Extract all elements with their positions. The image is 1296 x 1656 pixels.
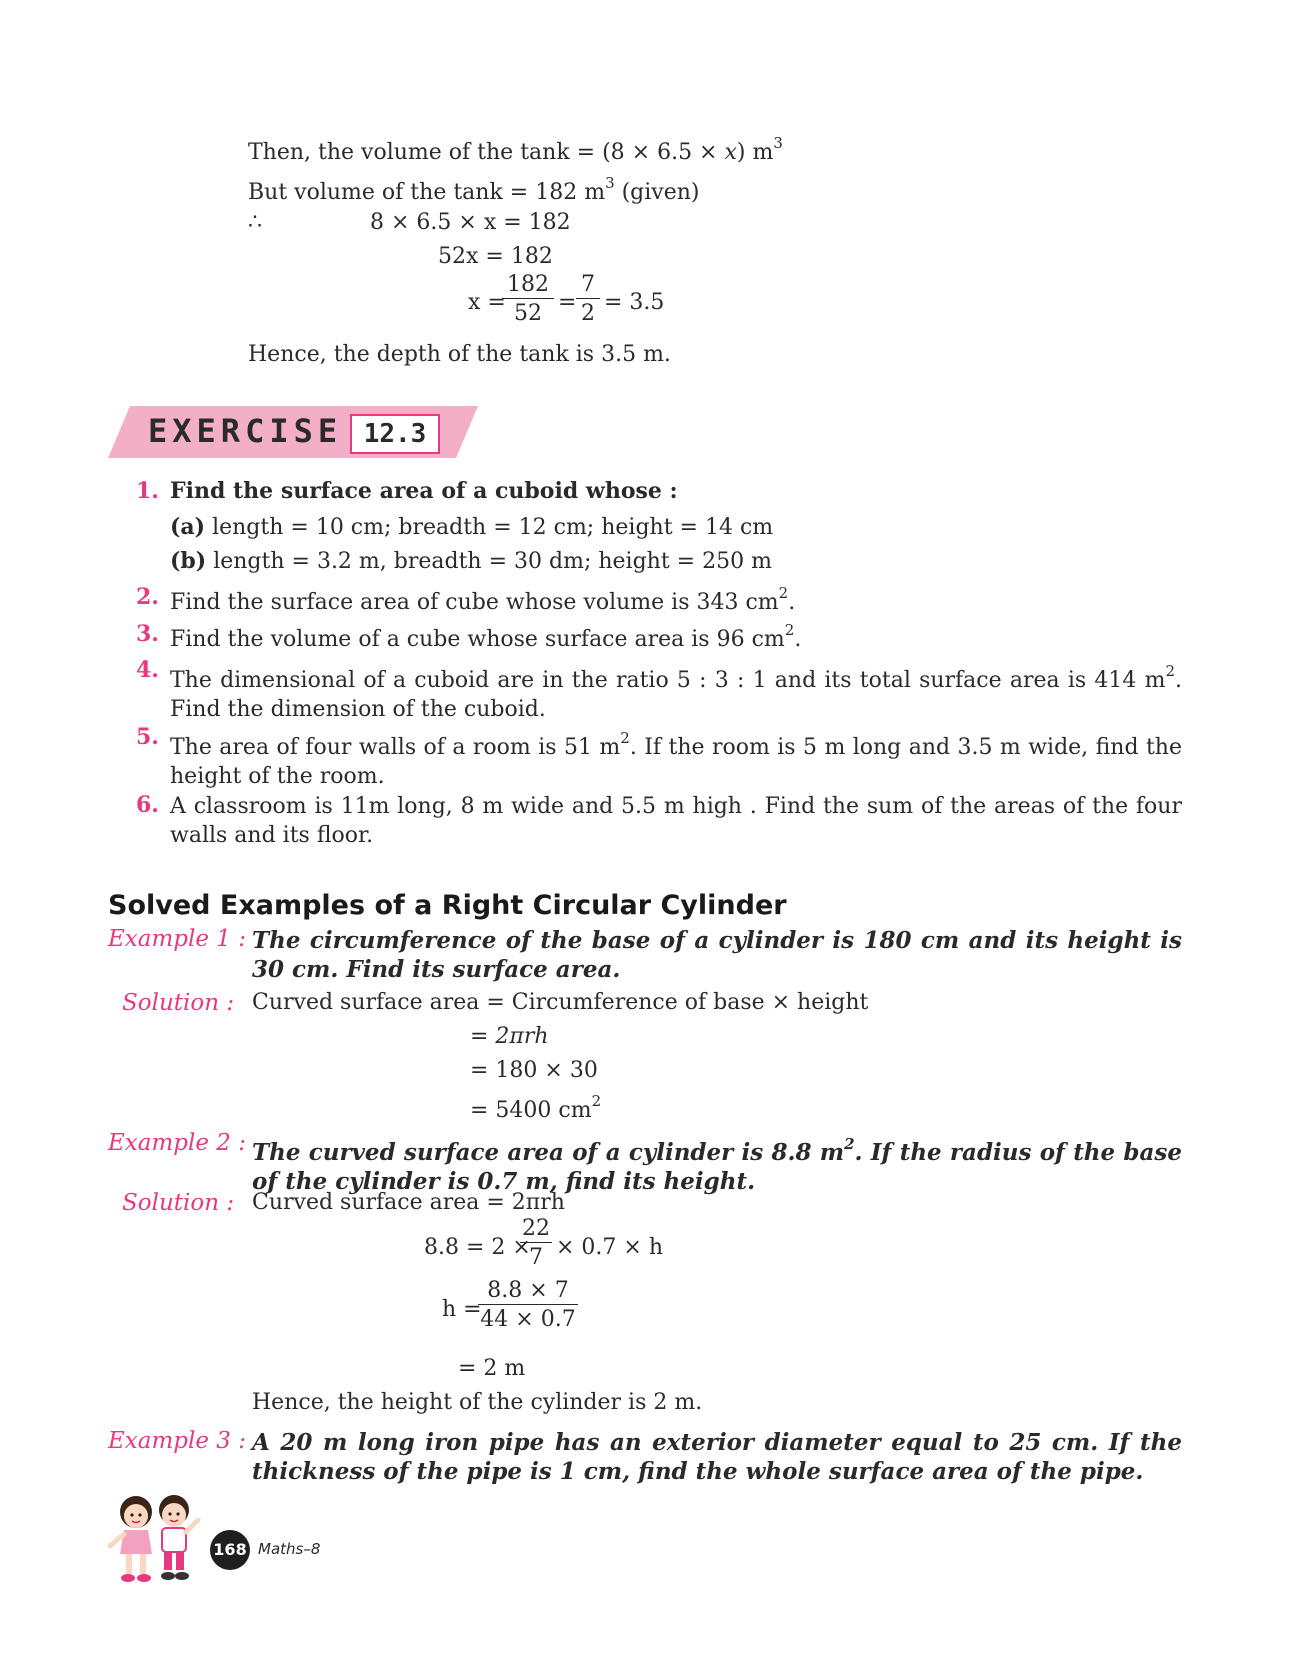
question-5-sup: 2 (620, 729, 630, 747)
question-3-sup: 2 (784, 621, 795, 639)
volume-line-sup: 3 (773, 134, 783, 152)
ex1-step-4-text: = 5400 cm (470, 1098, 592, 1123)
book-title: Maths–8 (258, 1540, 321, 1558)
volume-line-prefix: Then, the volume of the tank = (8 × 6.5 × (248, 140, 725, 165)
ex2-step-2-lhs: 8.8 = 2 × (424, 1235, 531, 1260)
question-number: 6. (136, 792, 159, 818)
ex1-step-2: = 2πrh (470, 1024, 549, 1049)
question-3-end: . (794, 627, 802, 652)
page-number-badge: 168 (210, 1530, 250, 1570)
fraction-denominator: 52 (514, 301, 542, 326)
example-2-label: Example 2 : (108, 1130, 246, 1156)
fraction-182-52 (502, 272, 554, 326)
fraction-denominator: 2 (581, 301, 595, 326)
fraction-numerator: 22 (522, 1216, 550, 1241)
fraction-numerator: 8.8 × 7 (478, 1278, 578, 1305)
given-volume-prefix: But volume of the tank = 182 m (248, 180, 606, 205)
question-5-body: The area of four walls of a room is 51 m (170, 735, 621, 760)
example-2-text (252, 1130, 1182, 1196)
fraction-denominator: 7 (529, 1245, 543, 1270)
volume-line-suffix: ) m (736, 140, 774, 165)
equation-1: 8 × 6.5 × x = 182 (370, 210, 571, 235)
question-3-text (170, 621, 801, 652)
fraction-22-7 (520, 1216, 552, 1270)
q1-part-a-text: length = 10 cm; breadth = 12 cm; height = 14 cm (212, 515, 774, 540)
question-4-text (170, 657, 1182, 724)
ex1-step-1: Curved surface area = Circumference of base × height (252, 990, 869, 1015)
solution-2-label: Solution : (122, 1190, 235, 1216)
question-6-text: A classroom is 11m long, 8 m wide and 5.5 m high . Find the sum of the areas of the four walls and its floor. (170, 794, 1182, 848)
volume-line-var: x (724, 140, 737, 165)
question-number: 3. (136, 621, 159, 647)
question-4-body: The dimensional of a cuboid are in the ratio 5 : 3 : 1 and its total surface area is 414 m (170, 668, 1166, 693)
exercise-number: 12.3 (350, 414, 440, 454)
section-heading: Solved Examples of a Right Circular Cylinder (108, 890, 787, 921)
ex2-step-4: = 2 m (458, 1356, 526, 1381)
equation-3-equals: = (558, 290, 577, 315)
therefore-symbol: ∴ (248, 210, 262, 235)
given-volume-suffix: (given) (614, 180, 700, 205)
fraction-h (478, 1278, 578, 1332)
question-2-body: Find the surface area of cube whose volume is 343 cm (170, 590, 779, 615)
question-1-text: Find the surface area of a cuboid whose : (170, 478, 678, 504)
q1-part-b-label: (b) (170, 548, 207, 574)
fraction-numerator: 182 (502, 272, 554, 299)
example-2-sup: 2 (844, 1135, 855, 1153)
question-2-text (170, 584, 795, 615)
ex2-step-3-lhs: h = (442, 1297, 482, 1322)
question-number: 5. (136, 724, 159, 750)
example-2-text-a: The curved surface area of a cylinder is 8.8 m (252, 1139, 845, 1166)
example-1-text: The circumference of the base of a cylinder is 180 cm and its height is 30 cm. Find its surface area. (252, 927, 1182, 983)
q1-part-b-text: length = 3.2 m, breadth = 30 dm; height = 250 m (213, 549, 772, 574)
question-4-end: . Find the dimension of the cuboid. (170, 668, 1182, 722)
girl-left-figure (110, 1496, 152, 1582)
example-1-label: Example 1 : (108, 926, 246, 952)
ex2-conclusion: Hence, the height of the cylinder is 2 m. (252, 1390, 703, 1415)
equation-2: 52x = 182 (438, 244, 553, 269)
exercise-title: EXERCISE (148, 412, 343, 450)
example-2-text-b: . If the radius of the base of the cylinder is 0.7 m, find its height. (252, 1139, 1182, 1195)
question-5-end: . If the room is 5 m long and 3.5 m wide, find the height of the room. (170, 735, 1182, 789)
volume-line (248, 134, 783, 165)
example-3-text: A 20 m long iron pipe has an exterior diameter equal to 25 cm. If the thickness of the pipe is 1 cm, find the whole surface area of the pipe. (252, 1429, 1182, 1485)
fraction-7-2 (576, 272, 600, 326)
question-3-body: Find the volume of a cube whose surface area is 96 cm (170, 627, 785, 652)
example-3-label: Example 3 : (108, 1428, 246, 1454)
fraction-numerator: 7 (576, 272, 600, 299)
depth-conclusion: Hence, the depth of the tank is 3.5 m. (248, 342, 671, 367)
solution-1-label: Solution : (122, 990, 235, 1016)
q1-part-b (170, 548, 772, 574)
question-2-sup: 2 (778, 584, 789, 602)
question-5-text (170, 724, 1182, 791)
q1-part-a-label: (a) (170, 514, 206, 540)
question-2-end: . (788, 590, 796, 615)
ex2-step-2-rhs: × 0.7 × h (556, 1235, 664, 1260)
equation-3-rhs: = 3.5 (604, 290, 665, 315)
ex1-step-3: = 180 × 30 (470, 1058, 598, 1083)
fraction-denominator: 44 × 0.7 (480, 1307, 576, 1332)
q1-part-a (170, 514, 773, 540)
ex2-step-1: Curved surface area = 2πrh (252, 1190, 565, 1215)
given-volume-line (248, 174, 700, 205)
given-volume-sup: 3 (605, 174, 615, 192)
question-number: 1. (136, 478, 159, 504)
ex1-step-4-sup: 2 (591, 1092, 602, 1110)
boy-right-figure (159, 1495, 198, 1580)
question-number: 4. (136, 657, 159, 683)
question-4-sup: 2 (1165, 662, 1175, 680)
question-number: 2. (136, 584, 159, 610)
equation-3-lhs: x = (468, 290, 506, 315)
kids-mascot-illustration (102, 1488, 206, 1588)
ex1-step-4 (470, 1092, 601, 1123)
